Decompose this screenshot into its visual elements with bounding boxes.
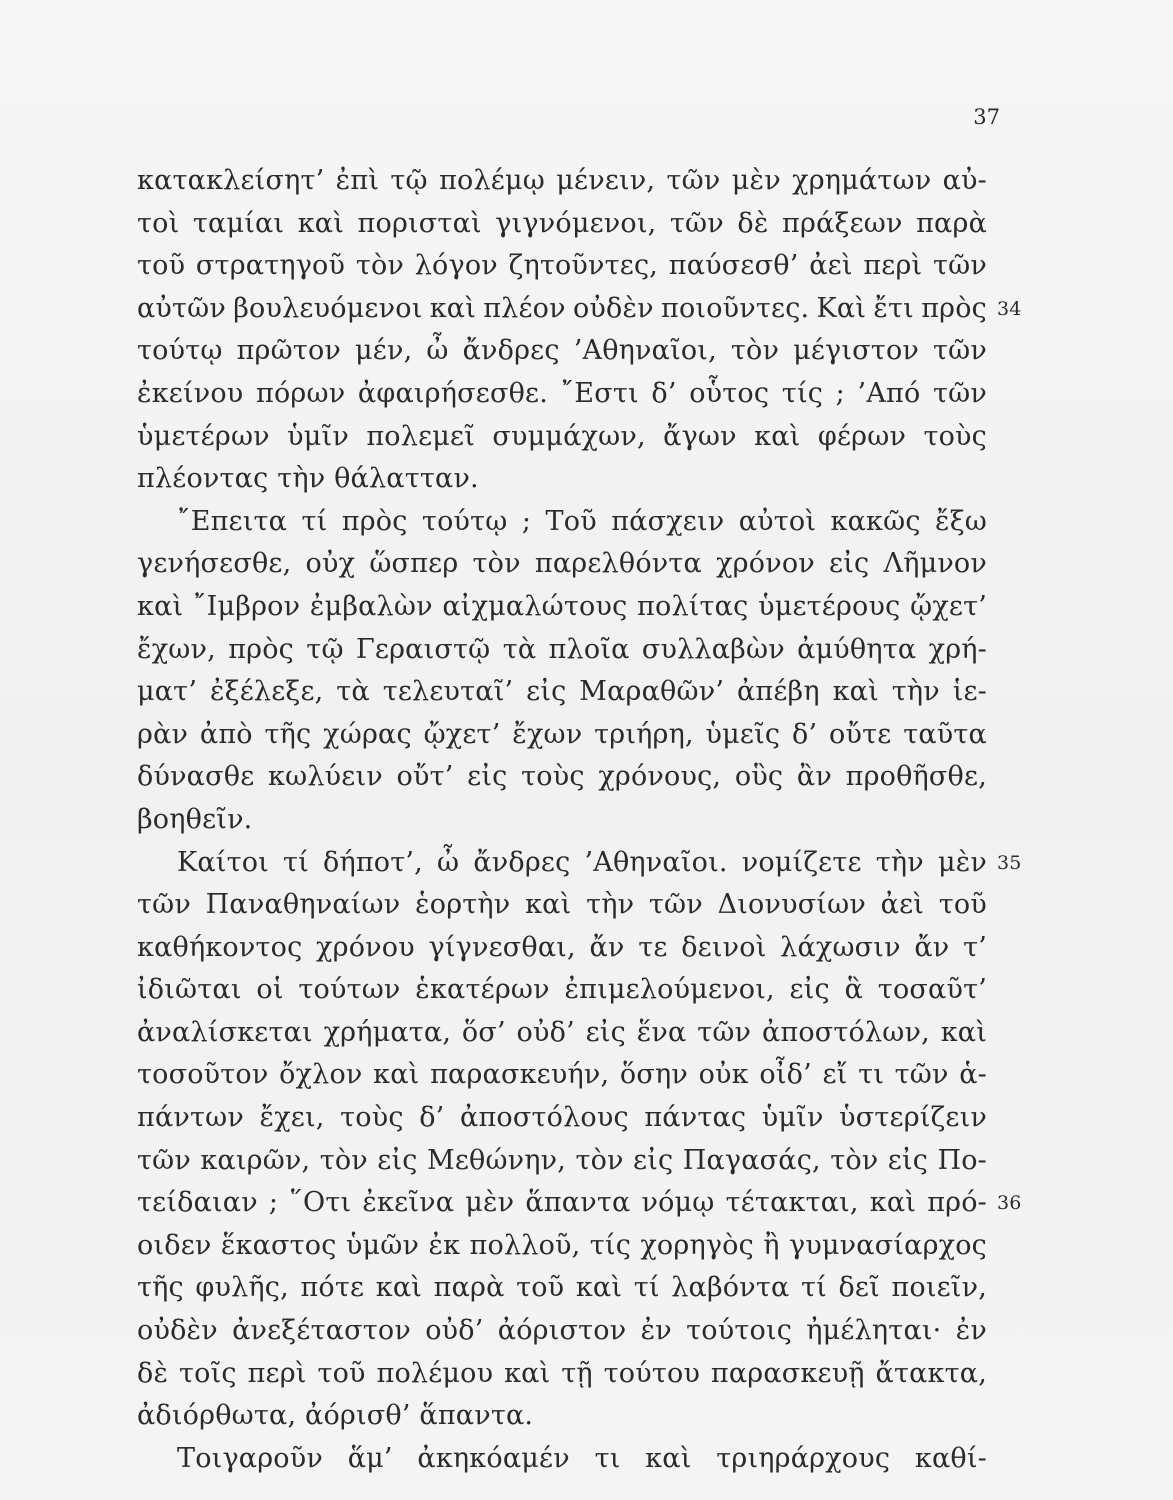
line-text: βοηθεῖν.: [137, 803, 253, 835]
text-line: [137, 842, 1022, 885]
line-text: ἀναλίσκεται χρήματα, ὅσ’ οὐδ’ εἰς ἕνα τῶν ἀποστόλων, καὶ: [137, 1016, 987, 1048]
text-line: [137, 1353, 987, 1396]
line-text: αὐτῶν βουλευόμενοι καὶ πλέον οὐδὲν ποιοῦντες. Καὶ ἔτι πρὸς: [137, 292, 987, 324]
line-text: τῆς φυλῆς, πότε καὶ παρὰ τοῦ καὶ τί λαβόντα τί δεῖ ποιεῖν,: [137, 1272, 987, 1304]
section-number: 34: [997, 297, 1022, 320]
text-line: [137, 884, 987, 927]
text-line: [137, 671, 987, 714]
text-line: [137, 969, 987, 1012]
text-line: [137, 330, 987, 373]
line-text: τούτῳ πρῶτον μέν, ὦ ἄνδρες ’Αθηναῖοι, τὸν μέγιστον τῶν: [137, 335, 987, 367]
line-text: ὑμετέρων ὑμῖν πολεμεῖ συμμάχων, ἄγων καὶ φέρων τοὺς: [137, 420, 987, 452]
page-number: 37: [973, 105, 1000, 129]
line-text: ἐκείνου πόρων ἀφαιρήσεσθε. ῎Εστι δ’ οὗτος τίς ; ’Από τῶν: [137, 377, 987, 409]
text-line: [137, 501, 987, 544]
line-text: τῶν καιρῶν, τὸν εἰς Μεθώνην, τὸν εἰς Παγασάς, τὸν εἰς Πο-: [137, 1144, 987, 1176]
text-line: [137, 160, 987, 203]
text-line: [137, 927, 987, 970]
text-line: [137, 416, 987, 459]
text-line: [137, 799, 987, 842]
text-line: [137, 1182, 1022, 1225]
text-line: [137, 1140, 987, 1183]
line-text: Καίτοι τί δήποτ’, ὦ ἄνδρες ’Αθηναῖοι. νομίζετε τὴν μὲν: [177, 846, 987, 878]
section-number: 36: [997, 1192, 1022, 1215]
text-line: [137, 586, 987, 629]
text-line: [137, 1097, 987, 1140]
line-text: πάντων ἔχει, τοὺς δ’ ἀποστόλους πάντας ὑμῖν ὑστερίζειν: [137, 1102, 987, 1134]
line-text: δύνασθε κωλύειν οὔτ’ εἰς τοὺς χρόνους, οὓς ἂν προθῆσθε,: [137, 761, 987, 793]
line-text: τῶν Παναθηναίων ἑορτὴν καὶ τὴν τῶν Διονυσίων ἀεὶ τοῦ: [137, 889, 987, 921]
line-text: κατακλείσητ’ ἐπὶ τῷ πολέμῳ μένειν, τῶν μὲν χρημάτων αὐ-: [137, 165, 987, 196]
line-text: ματ’ ἐξέλεξε, τὰ τελευταῖ’ εἰς Μαραθῶν’ ἀπέβη καὶ τὴν ἱε-: [137, 676, 987, 708]
text-line: [137, 1012, 987, 1055]
text-line: [137, 1310, 987, 1353]
line-text: γενήσεσθε, οὐχ ὥσπερ τὸν παρελθόντα χρόνον εἰς Λῆμνον: [137, 548, 987, 580]
text-line: [137, 756, 987, 799]
section-number: 35: [997, 851, 1022, 874]
line-text: Τοιγαροῦν ἅμ’ ἀκηκόαμέν τι καὶ τριηράρχους καθί-: [177, 1442, 987, 1474]
line-text: οιδεν ἕκαστος ὑμῶν ἐκ πολλοῦ, τίς χορηγὸς ἢ γυμνασίαρχος: [137, 1229, 987, 1261]
line-text: οὐδὲν ἀνεξέταστον οὐδ’ ἀόριστον ἐν τούτοις ἠμέληται· ἐν: [137, 1315, 987, 1347]
text-line: [137, 245, 987, 288]
text-line: [137, 1267, 987, 1310]
line-text: τοῦ στρατηγοῦ τὸν λόγον ζητοῦντες, παύσεσθ’ ἀεὶ περὶ τῶν: [137, 250, 987, 282]
line-text: πλέοντας τὴν θάλατταν.: [137, 463, 479, 495]
line-text: καθήκοντος χρόνου γίγνεσθαι, ἄν τε δεινοὶ λάχωσιν ἄν τ’: [137, 931, 987, 963]
text-line: [137, 1225, 987, 1268]
text-line: [137, 629, 987, 672]
text-line: [137, 373, 987, 416]
text-line: [137, 1438, 987, 1481]
text-line: [137, 714, 987, 757]
line-text: ἔχων, πρὸς τῷ Γεραιστῷ τὰ πλοῖα συλλαβὼν ἀμύθητα χρή-: [137, 633, 987, 665]
line-text: τοσοῦτον ὄχλον καὶ παρασκευήν, ὅσην οὐκ οἶδ’ εἴ τι τῶν ἁ-: [137, 1059, 987, 1091]
line-text: τοὶ ταμίαι καὶ πορισταὶ γιγνόμενοι, τῶν δὲ πράξεων παρὰ: [137, 207, 987, 239]
line-text: ρὰν ἀπὸ τῆς χώρας ᾤχετ’ ἔχων τριήρη, ὑμεῖς δ’ οὔτε ταῦτα: [137, 718, 987, 750]
line-text: καὶ ῎Ιμβρον ἐμβαλὼν αἰχμαλώτους πολίτας ὑμετέρους ᾤχετ’: [137, 590, 987, 622]
line-text: ῎Επειτα τί πρὸς τούτῳ ; Τοῦ πάσχειν αὐτοὶ κακῶς ἔξω: [177, 505, 987, 537]
line-text: τείδαιαν ; ῞Οτι ἐκεῖνα μὲν ἅπαντα νόμῳ τέτακται, καὶ πρό-: [137, 1187, 987, 1219]
line-text: δὲ τοῖς περὶ τοῦ πολέμου καὶ τῇ τούτου παρασκευῇ ἄτακτα,: [137, 1357, 987, 1389]
text-line: [137, 288, 1022, 331]
text-line: [137, 458, 987, 501]
text-line: [137, 1395, 987, 1438]
text-line: [137, 203, 987, 246]
line-text: ἰδιῶται οἱ τούτων ἑκατέρων ἐπιμελούμενοι, εἰς ἃ τοσαῦτ’: [137, 974, 987, 1006]
text-body: [137, 160, 1022, 1480]
line-text: ἀδιόρθωτα, ἀόρισθ’ ἅπαντα.: [137, 1400, 534, 1432]
text-line: [137, 1054, 987, 1097]
text-line: [137, 543, 987, 586]
